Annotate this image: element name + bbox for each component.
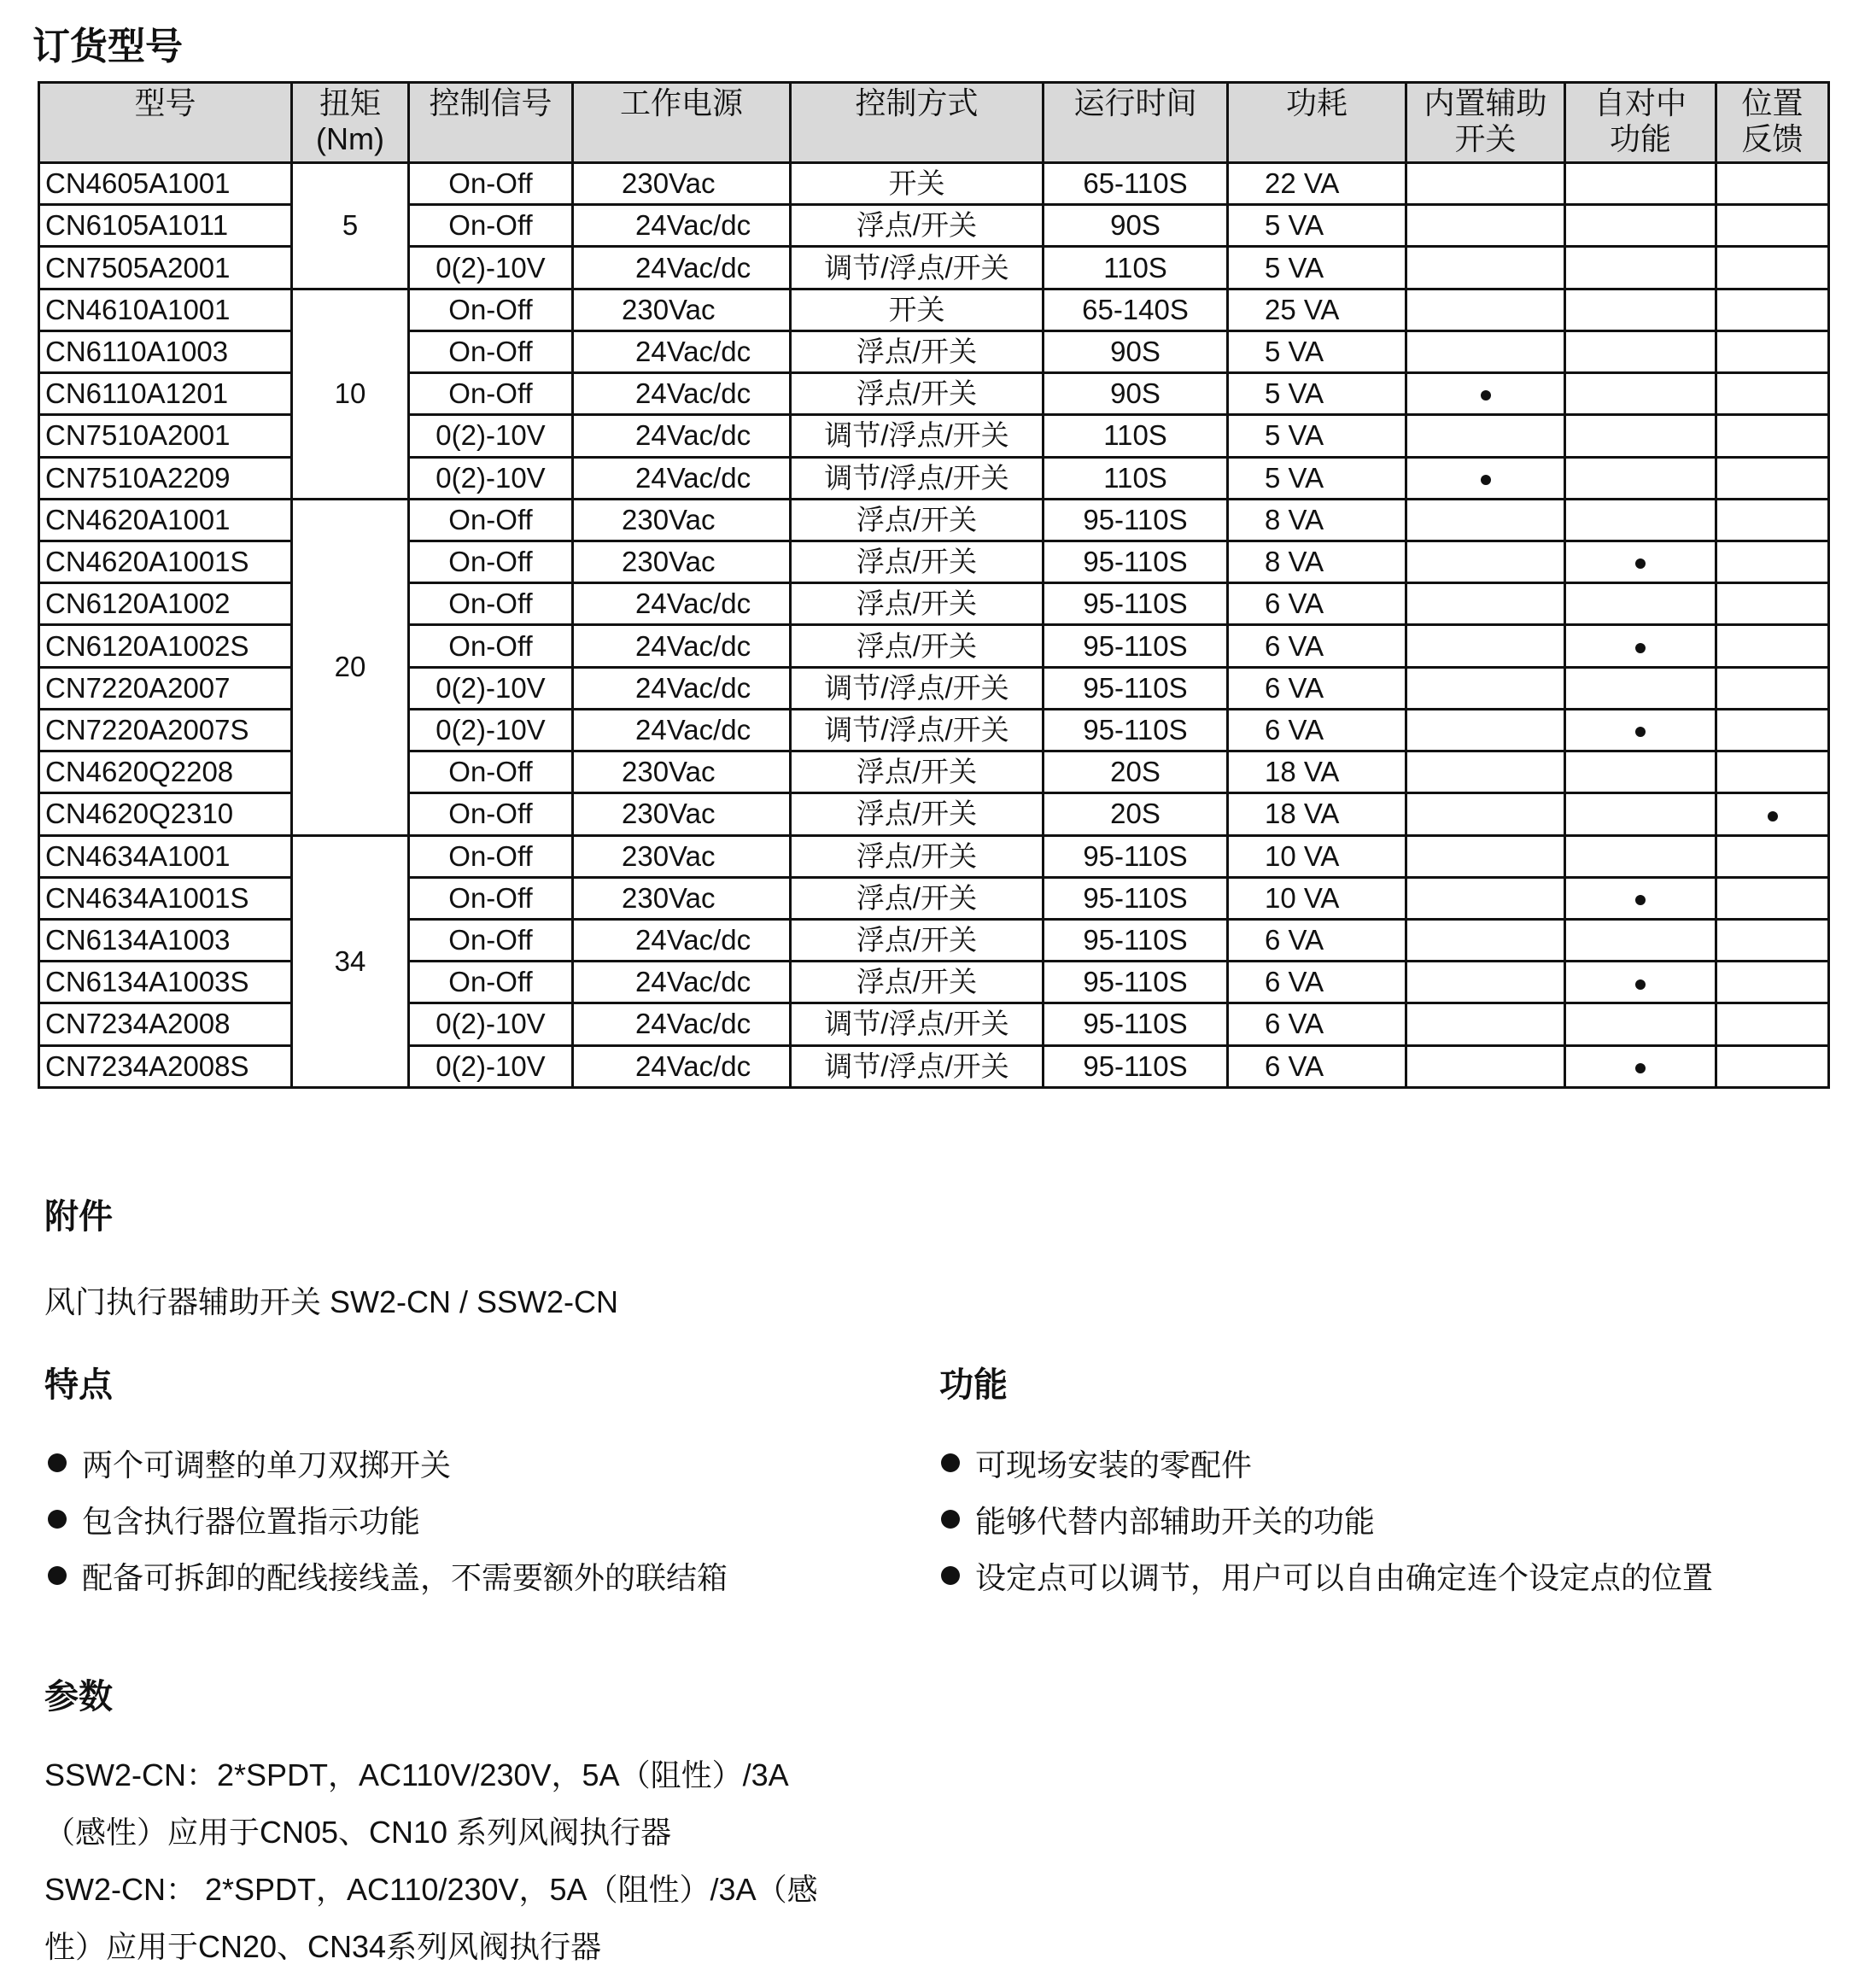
position-feedback-cell	[1716, 793, 1829, 835]
signal-cell: 0(2)-10V	[409, 709, 573, 751]
position-feedback-cell	[1716, 163, 1829, 205]
mode-cell: 浮点/开关	[791, 751, 1044, 793]
col-header: 扭矩 (Nm)	[292, 83, 409, 163]
position-feedback-cell	[1716, 1045, 1829, 1087]
bullet-icon	[48, 1453, 67, 1472]
power-cell: 6 VA	[1228, 919, 1406, 961]
self-center-cell	[1565, 499, 1716, 541]
time-cell: 95-110S	[1044, 835, 1228, 877]
time-cell: 20S	[1044, 751, 1228, 793]
time-cell: 95-110S	[1044, 541, 1228, 582]
position-feedback-cell	[1716, 625, 1829, 667]
position-feedback-cell	[1716, 457, 1829, 499]
aux-switch-cell	[1406, 751, 1565, 793]
time-cell: 95-110S	[1044, 583, 1228, 625]
supply-cell: 24Vac/dc	[573, 415, 791, 457]
supply-cell: 230Vac	[573, 289, 791, 330]
signal-cell: On-Off	[409, 163, 573, 205]
signal-cell: On-Off	[409, 499, 573, 541]
model-cell: CN6134A1003S	[39, 962, 292, 1003]
col-header: 功耗	[1228, 83, 1406, 163]
time-cell: 65-110S	[1044, 163, 1228, 205]
signal-cell: On-Off	[409, 835, 573, 877]
list-item	[941, 1491, 1713, 1547]
aux-switch-cell	[1406, 457, 1565, 499]
torque-cell: 34	[292, 835, 409, 1088]
time-cell: 95-110S	[1044, 667, 1228, 709]
aux-switch-cell	[1406, 205, 1565, 247]
time-cell: 95-110S	[1044, 499, 1228, 541]
supply-cell: 230Vac	[573, 793, 791, 835]
model-cell: CN4634A1001S	[39, 877, 292, 919]
power-cell: 5 VA	[1228, 415, 1406, 457]
time-cell: 95-110S	[1044, 1003, 1228, 1045]
power-cell: 6 VA	[1228, 583, 1406, 625]
power-cell: 6 VA	[1228, 1045, 1406, 1087]
power-cell: 8 VA	[1228, 541, 1406, 582]
mode-cell: 浮点/开关	[791, 373, 1044, 415]
self-center-cell	[1565, 793, 1716, 835]
self-center-cell	[1565, 1045, 1716, 1087]
self-center-cell	[1565, 751, 1716, 793]
time-cell: 95-110S	[1044, 709, 1228, 751]
aux-switch-cell	[1406, 667, 1565, 709]
aux-switch-cell	[1406, 919, 1565, 961]
position-feedback-cell	[1716, 373, 1829, 415]
position-feedback-cell	[1716, 962, 1829, 1003]
power-cell: 5 VA	[1228, 457, 1406, 499]
dot-icon	[1635, 895, 1646, 905]
self-center-cell	[1565, 373, 1716, 415]
params-line: SSW2-CN：2*SPDT，AC110V/230V，5A（阻性）/3A	[44, 1757, 789, 1792]
time-cell: 90S	[1044, 330, 1228, 372]
model-cell: CN4620A1001S	[39, 541, 292, 582]
power-cell: 10 VA	[1228, 877, 1406, 919]
model-cell: CN4620Q2310	[39, 793, 292, 835]
position-feedback-cell	[1716, 751, 1829, 793]
position-feedback-cell	[1716, 667, 1829, 709]
table-header-row	[39, 83, 1829, 163]
mode-cell: 浮点/开关	[791, 499, 1044, 541]
supply-cell: 24Vac/dc	[573, 625, 791, 667]
features-title: 特点	[44, 1366, 113, 1404]
mode-cell: 调节/浮点/开关	[791, 667, 1044, 709]
aux-switch-cell	[1406, 962, 1565, 1003]
aux-switch-cell	[1406, 330, 1565, 372]
signal-cell: 0(2)-10V	[409, 667, 573, 709]
dot-icon	[1635, 979, 1646, 990]
signal-cell: On-Off	[409, 330, 573, 372]
self-center-cell	[1565, 625, 1716, 667]
bullet-icon	[48, 1510, 67, 1529]
self-center-cell	[1565, 541, 1716, 582]
aux-switch-cell	[1406, 625, 1565, 667]
supply-cell: 230Vac	[573, 163, 791, 205]
dot-icon	[1481, 390, 1491, 401]
supply-cell: 24Vac/dc	[573, 247, 791, 289]
model-cell: CN7234A2008S	[39, 1045, 292, 1087]
model-cell: CN6110A1201	[39, 373, 292, 415]
time-cell: 110S	[1044, 457, 1228, 499]
position-feedback-cell	[1716, 877, 1829, 919]
mode-cell: 浮点/开关	[791, 583, 1044, 625]
signal-cell: On-Off	[409, 962, 573, 1003]
dot-icon	[1635, 727, 1646, 737]
aux-switch-cell	[1406, 709, 1565, 751]
position-feedback-cell	[1716, 583, 1829, 625]
supply-cell: 230Vac	[573, 541, 791, 582]
time-cell: 90S	[1044, 205, 1228, 247]
supply-cell: 24Vac/dc	[573, 919, 791, 961]
supply-cell: 24Vac/dc	[573, 1003, 791, 1045]
time-cell: 95-110S	[1044, 962, 1228, 1003]
aux-switch-cell	[1406, 499, 1565, 541]
model-cell: CN7220A2007S	[39, 709, 292, 751]
dot-icon	[1768, 811, 1778, 822]
model-cell: CN4620Q2208	[39, 751, 292, 793]
model-cell: CN7505A2001	[39, 247, 292, 289]
power-cell: 5 VA	[1228, 247, 1406, 289]
time-cell: 90S	[1044, 373, 1228, 415]
time-cell: 95-110S	[1044, 1045, 1228, 1087]
time-cell: 95-110S	[1044, 877, 1228, 919]
params-text	[44, 1746, 818, 1975]
model-cell: CN6134A1003	[39, 919, 292, 961]
function-text: 设定点可以调节，用户可以自由确定连个设定点的位置	[975, 1559, 1714, 1595]
power-cell: 6 VA	[1228, 625, 1406, 667]
signal-cell: On-Off	[409, 541, 573, 582]
feature-text: 两个可调整的单刀双掷开关	[82, 1447, 452, 1482]
function-text: 可现场安装的零配件	[975, 1447, 1253, 1482]
model-cell: CN6120A1002	[39, 583, 292, 625]
feature-text: 包含执行器位置指示功能	[82, 1503, 421, 1539]
bullet-icon	[941, 1453, 960, 1472]
self-center-cell	[1565, 919, 1716, 961]
aux-switch-cell	[1406, 1003, 1565, 1045]
mode-cell: 浮点/开关	[791, 625, 1044, 667]
torque-cell: 20	[292, 499, 409, 835]
position-feedback-cell	[1716, 247, 1829, 289]
mode-cell: 调节/浮点/开关	[791, 457, 1044, 499]
accessories-title: 附件	[44, 1198, 113, 1236]
aux-switch-cell	[1406, 289, 1565, 330]
mode-cell: 开关	[791, 289, 1044, 330]
table-row	[39, 289, 1829, 330]
mode-cell: 开关	[791, 163, 1044, 205]
table-body	[39, 163, 1829, 1088]
model-cell: CN6120A1002S	[39, 625, 292, 667]
self-center-cell	[1565, 962, 1716, 1003]
signal-cell: On-Off	[409, 625, 573, 667]
signal-cell: 0(2)-10V	[409, 1003, 573, 1045]
power-cell: 6 VA	[1228, 667, 1406, 709]
functions-title: 功能	[939, 1366, 1008, 1404]
supply-cell: 24Vac/dc	[573, 1045, 791, 1087]
signal-cell: On-Off	[409, 919, 573, 961]
power-cell: 5 VA	[1228, 205, 1406, 247]
model-cell: CN7510A2001	[39, 415, 292, 457]
power-cell: 8 VA	[1228, 499, 1406, 541]
mode-cell: 浮点/开关	[791, 919, 1044, 961]
model-cell: CN7220A2007	[39, 667, 292, 709]
table-row	[39, 499, 1829, 541]
bullet-icon	[941, 1510, 960, 1529]
mode-cell: 调节/浮点/开关	[791, 1003, 1044, 1045]
position-feedback-cell	[1716, 415, 1829, 457]
order-title: 订货型号	[32, 26, 183, 67]
mode-cell: 调节/浮点/开关	[791, 247, 1044, 289]
time-cell: 110S	[1044, 247, 1228, 289]
power-cell: 5 VA	[1228, 330, 1406, 372]
supply-cell: 230Vac	[573, 877, 791, 919]
mode-cell: 调节/浮点/开关	[791, 1045, 1044, 1087]
col-header: 运行时间	[1044, 83, 1228, 163]
supply-cell: 24Vac/dc	[573, 667, 791, 709]
features-list	[48, 1435, 728, 1604]
params-line: SW2-CN： 2*SPDT，AC110/230V，5A（阻性）/3A（感	[44, 1872, 818, 1907]
feature-text: 配备可拆卸的配线接线盖，不需要额外的联结箱	[82, 1559, 728, 1595]
aux-switch-cell	[1406, 541, 1565, 582]
list-item	[48, 1435, 728, 1491]
signal-cell: 0(2)-10V	[409, 415, 573, 457]
self-center-cell	[1565, 289, 1716, 330]
signal-cell: On-Off	[409, 751, 573, 793]
list-item	[941, 1547, 1713, 1604]
supply-cell: 24Vac/dc	[573, 457, 791, 499]
supply-cell: 230Vac	[573, 835, 791, 877]
power-cell: 6 VA	[1228, 709, 1406, 751]
mode-cell: 浮点/开关	[791, 330, 1044, 372]
order-table	[38, 81, 1830, 1089]
position-feedback-cell	[1716, 289, 1829, 330]
signal-cell: On-Off	[409, 877, 573, 919]
time-cell: 95-110S	[1044, 625, 1228, 667]
list-item	[48, 1547, 728, 1604]
self-center-cell	[1565, 330, 1716, 372]
aux-switch-cell	[1406, 163, 1565, 205]
accessories-subtitle: 风门执行器辅助开关 SW2-CN / SSW2-CN	[44, 1284, 619, 1319]
aux-switch-cell	[1406, 793, 1565, 835]
signal-cell: 0(2)-10V	[409, 1045, 573, 1087]
signal-cell: On-Off	[409, 289, 573, 330]
model-cell: CN7510A2209	[39, 457, 292, 499]
model-cell: CN6110A1003	[39, 330, 292, 372]
functions-list	[941, 1435, 1713, 1604]
position-feedback-cell	[1716, 1003, 1829, 1045]
power-cell: 10 VA	[1228, 835, 1406, 877]
supply-cell: 24Vac/dc	[573, 962, 791, 1003]
time-cell: 65-140S	[1044, 289, 1228, 330]
self-center-cell	[1565, 415, 1716, 457]
mode-cell: 浮点/开关	[791, 205, 1044, 247]
col-header: 内置辅助 开关	[1406, 83, 1565, 163]
supply-cell: 230Vac	[573, 751, 791, 793]
self-center-cell	[1565, 205, 1716, 247]
self-center-cell	[1565, 877, 1716, 919]
list-item	[941, 1435, 1713, 1491]
position-feedback-cell	[1716, 541, 1829, 582]
aux-switch-cell	[1406, 415, 1565, 457]
aux-switch-cell	[1406, 877, 1565, 919]
model-cell: CN6105A1011	[39, 205, 292, 247]
supply-cell: 230Vac	[573, 499, 791, 541]
mode-cell: 浮点/开关	[791, 835, 1044, 877]
list-item	[48, 1491, 728, 1547]
model-cell: CN4634A1001	[39, 835, 292, 877]
power-cell: 5 VA	[1228, 373, 1406, 415]
power-cell: 25 VA	[1228, 289, 1406, 330]
signal-cell: 0(2)-10V	[409, 457, 573, 499]
col-header: 位置 反馈	[1716, 83, 1829, 163]
position-feedback-cell	[1716, 835, 1829, 877]
power-cell: 18 VA	[1228, 793, 1406, 835]
position-feedback-cell	[1716, 205, 1829, 247]
col-header: 自对中 功能	[1565, 83, 1716, 163]
self-center-cell	[1565, 709, 1716, 751]
aux-switch-cell	[1406, 835, 1565, 877]
time-cell: 110S	[1044, 415, 1228, 457]
self-center-cell	[1565, 457, 1716, 499]
supply-cell: 24Vac/dc	[573, 583, 791, 625]
signal-cell: On-Off	[409, 373, 573, 415]
col-header: 控制方式	[791, 83, 1044, 163]
time-cell: 20S	[1044, 793, 1228, 835]
dot-icon	[1481, 475, 1491, 485]
torque-cell: 10	[292, 289, 409, 499]
power-cell: 6 VA	[1228, 962, 1406, 1003]
params-line: （感性）应用于CN05、CN10 系列风阀执行器	[44, 1815, 672, 1850]
model-cell: CN4620A1001	[39, 499, 292, 541]
self-center-cell	[1565, 835, 1716, 877]
mode-cell: 浮点/开关	[791, 541, 1044, 582]
params-line: 性）应用于CN20、CN34系列风阀执行器	[44, 1929, 602, 1964]
signal-cell: On-Off	[409, 205, 573, 247]
supply-cell: 24Vac/dc	[573, 205, 791, 247]
function-text: 能够代替内部辅助开关的功能	[975, 1503, 1376, 1539]
position-feedback-cell	[1716, 919, 1829, 961]
supply-cell: 24Vac/dc	[573, 330, 791, 372]
signal-cell: 0(2)-10V	[409, 247, 573, 289]
signal-cell: On-Off	[409, 793, 573, 835]
aux-switch-cell	[1406, 247, 1565, 289]
col-header: 工作电源	[573, 83, 791, 163]
bullet-icon	[48, 1566, 67, 1585]
self-center-cell	[1565, 1003, 1716, 1045]
col-header: 型号	[39, 83, 292, 163]
torque-cell: 5	[292, 163, 409, 289]
power-cell: 22 VA	[1228, 163, 1406, 205]
mode-cell: 调节/浮点/开关	[791, 415, 1044, 457]
aux-switch-cell	[1406, 1045, 1565, 1087]
position-feedback-cell	[1716, 499, 1829, 541]
bullet-icon	[941, 1566, 960, 1585]
table-row	[39, 835, 1829, 877]
self-center-cell	[1565, 667, 1716, 709]
supply-cell: 24Vac/dc	[573, 709, 791, 751]
dot-icon	[1635, 1063, 1646, 1073]
mode-cell: 浮点/开关	[791, 962, 1044, 1003]
position-feedback-cell	[1716, 709, 1829, 751]
self-center-cell	[1565, 583, 1716, 625]
mode-cell: 调节/浮点/开关	[791, 709, 1044, 751]
aux-switch-cell	[1406, 583, 1565, 625]
dot-icon	[1635, 643, 1646, 653]
self-center-cell	[1565, 247, 1716, 289]
time-cell: 95-110S	[1044, 919, 1228, 961]
model-cell: CN7234A2008	[39, 1003, 292, 1045]
model-cell: CN4610A1001	[39, 289, 292, 330]
table-row	[39, 163, 1829, 205]
self-center-cell	[1565, 163, 1716, 205]
mode-cell: 浮点/开关	[791, 877, 1044, 919]
position-feedback-cell	[1716, 330, 1829, 372]
dot-icon	[1635, 558, 1646, 569]
col-header: 控制信号	[409, 83, 573, 163]
power-cell: 6 VA	[1228, 1003, 1406, 1045]
aux-switch-cell	[1406, 373, 1565, 415]
power-cell: 18 VA	[1228, 751, 1406, 793]
params-title: 参数	[44, 1678, 113, 1716]
mode-cell: 浮点/开关	[791, 793, 1044, 835]
signal-cell: On-Off	[409, 583, 573, 625]
model-cell: CN4605A1001	[39, 163, 292, 205]
supply-cell: 24Vac/dc	[573, 373, 791, 415]
